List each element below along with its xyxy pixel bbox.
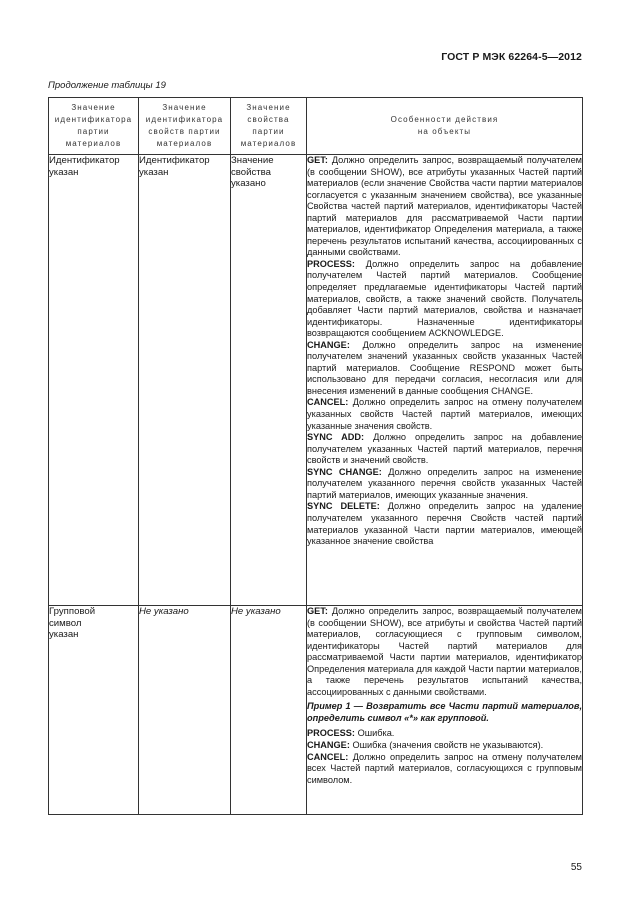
sync-add-clause: SYNC ADD: Должно определить запрос на добавление получателем указанных Частей партий материалов, перечня свойств и значений свойств. — [307, 432, 582, 466]
get-clause: GET: Должно определить запрос, возвращаемый получателем (в сообщении SHOW), все атрибуты указанных Частей партий материалов (если значение Свойства части партии материалов согласуется с указанным значением свойства), все указанные Свойства частей партий материалов, идентификаторы Частей партий материалов для рассматриваемой Части партии материалов, идентификатор Определения материала, а также перечень результатов испытаний качества, ассоциированных с данными свойствами. — [307, 155, 582, 258]
table-caption: Продолжение таблицы 19 — [48, 80, 166, 91]
change-clause: CHANGE: Должно определить запрос на изменение получателем значений указанных свойств указанных Частей партий материалов. Сообщение RESPOND может быть использовано для передачи согласия, несогласия или для внесения изменений в данные сообщения CHANGE. — [307, 339, 582, 396]
table-header-row — [49, 98, 583, 155]
sync-change-clause: SYNC CHANGE: Должно определить запрос на изменение получателем указанного перечня свойств указанных Частей партий материалов, имеющих указанные значения. — [307, 466, 583, 500]
sync-delete-clause: SYNC DELETE: Должно определить запрос на удаление получателем указанного перечня Свойств частей партий материалов указанной Части партии материалов, имеющей указанное значение свойства — [307, 501, 583, 547]
column-header-property-id: Значение идентификатора свойств партии материалов — [139, 98, 231, 155]
property-id-cell: Не указано — [139, 606, 231, 815]
action-description-cell — [307, 606, 583, 815]
page-number: 55 — [570, 862, 582, 873]
property-value-cell: Значение свойства указано — [231, 155, 307, 606]
standard-designation: ГОСТ Р МЭК 62264-5—2012 — [441, 51, 582, 63]
get-clause: GET: Должно определить запрос, возвращаемый получателем (в сообщении SHOW), все атрибуты и свойства Частей партий материалов, согласующиеся с групповым символом, идентификаторы Частей партий материалов для рассматриваемой Части партии материалов, идентификатор Определения материала для каждой Части партии материалов, а также перечень результатов испытаний качества, ассоциированных с данными свойствами. — [307, 606, 582, 697]
lot-id-cell: Групповой символ указан — [49, 606, 139, 815]
actions-table — [48, 97, 583, 815]
property-id-cell: Идентификатор указан — [139, 155, 231, 606]
column-header-lot-id: Значение идентификатора партии материалов — [49, 98, 139, 155]
example-note: Пример 1 — Возвратить все Части партий материалов, определить символ «*» как групповой. — [307, 701, 582, 723]
table-row — [49, 606, 583, 815]
property-value-cell: Не указано — [231, 606, 307, 815]
column-header-action-features: Особенности действия на объекты — [307, 98, 583, 155]
lot-id-cell: Идентификатор указан — [49, 155, 139, 606]
process-clause: PROCESS: Ошибка. — [307, 728, 395, 739]
cancel-clause: CANCEL: Должно определить запрос на отмену получателем всех Частей партий материалов, согласующихся с групповым символом. — [307, 751, 582, 785]
column-header-property-value: Значение свойства партии материалов — [231, 98, 307, 155]
action-description-cell — [307, 155, 583, 606]
cancel-clause: CANCEL: Должно определить запрос на отмену получателем указанных свойств Частей партий материалов, имеющих указанные значения свойств. — [307, 397, 582, 431]
table-row — [49, 155, 583, 606]
change-clause: CHANGE: Ошибка (значения свойств не указываются). — [307, 740, 544, 751]
process-clause: PROCESS: Должно определить запрос на добавление получателем Частей партий материалов. Сообщение определяет предлагаемые идентификаторы Частей партий материалов, свойств, а также значений свойств. Получатель добавляет Части партий материалов, свойства и назначает идентификаторы. Назначенные идентификаторы возвращаются сообщением ACKNOWLEDGE. — [307, 258, 582, 339]
